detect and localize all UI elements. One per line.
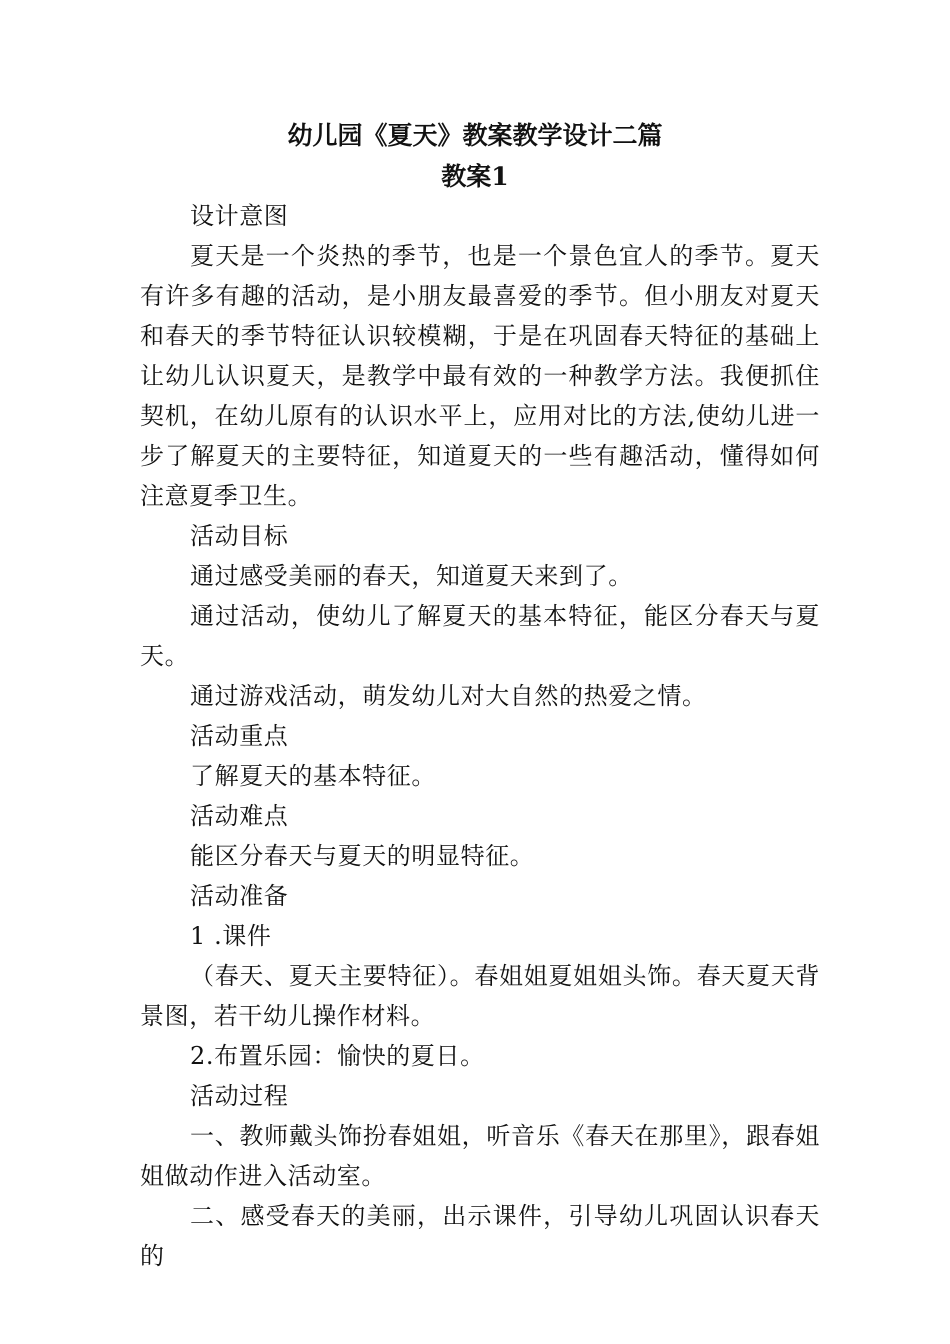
section-heading-key-point: 活动重点: [190, 722, 289, 750]
section-heading-process: 活动过程: [190, 1082, 289, 1110]
process-step: 二、感受春天的美丽，出示课件，引导幼儿巩固认识春天的: [140, 1202, 820, 1270]
section-heading-preparation: 活动准备: [190, 882, 289, 910]
preparation-item: 2.布置乐园：愉快的夏日。: [190, 1042, 485, 1070]
objective-item: 通过游戏活动，萌发幼儿对大自然的热爱之情。: [190, 682, 707, 710]
preparation-detail: （春天、夏天主要特征）。春姐姐夏姐姐头饰。春天夏天背景图，若干幼儿操作材料。: [140, 962, 820, 1030]
paragraph-design-intent: 夏天是一个炎热的季节，也是一个景色宜人的季节。夏天有许多有趣的活动，是小朋友最喜爱的季节。但小朋友对夏天和春天的季节特征认识较模糊，于是在巩固春天特征的基础上让幼儿认识夏天，是教学中最有效的一种教学方法。我便抓住契机，在幼儿原有的认识水平上，应用对比的方法,使幼儿进一步了解夏天的主要特征，知道夏天的一些有趣活动，懂得如何注意夏季卫生。: [140, 242, 820, 510]
document-subtitle: 教案1: [441, 162, 509, 191]
objective-item: 通过活动，使幼儿了解夏天的基本特征，能区分春天与夏天。: [140, 602, 820, 670]
section-heading-design-intent: 设计意图: [190, 202, 289, 230]
objective-item: 通过感受美丽的春天，知道夏天来到了。: [190, 562, 633, 590]
document-title: 幼儿园《夏天》教案教学设计二篇: [287, 121, 663, 150]
document-body: [140, 196, 820, 1276]
key-point-text: 了解夏天的基本特征。: [190, 762, 436, 790]
preparation-item: 1 .课件: [190, 922, 272, 950]
process-step: 一、教师戴头饰扮春姐姐，听音乐《春天在那里》，跟春姐姐做动作进入活动室。: [140, 1122, 820, 1190]
section-heading-objectives: 活动目标: [190, 522, 289, 550]
difficulty-text: 能区分春天与夏天的明显特征。: [190, 842, 535, 870]
section-heading-difficulty: 活动难点: [190, 802, 289, 830]
